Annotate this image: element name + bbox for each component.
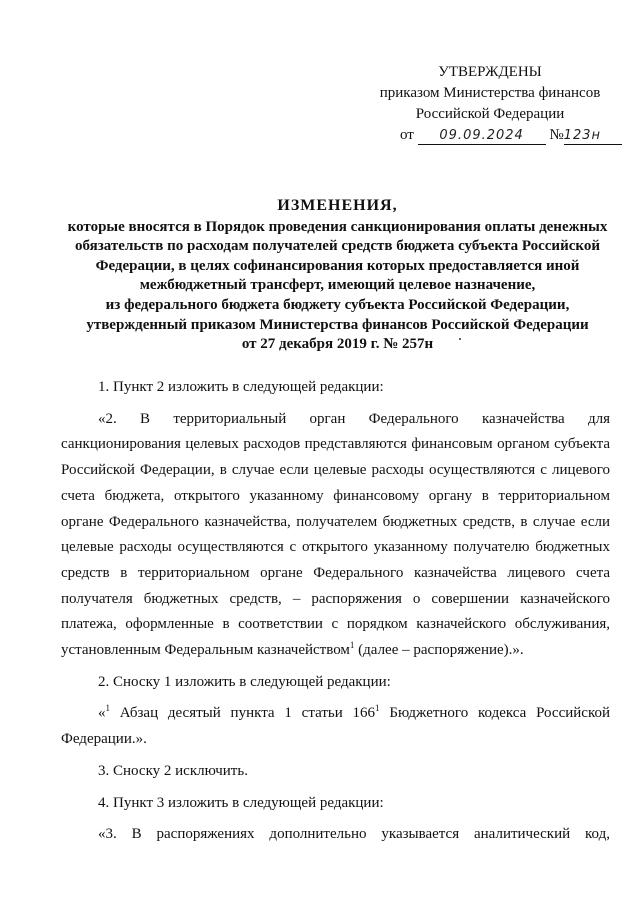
item-2: 2. Сноску 1 изложить в следующей редакции:: [98, 673, 391, 690]
footnote-mark: 1: [105, 703, 110, 714]
number-prefix: №: [549, 127, 564, 143]
approval-date-line: [370, 125, 610, 146]
title-line: Федерации, в целях софинансирования которых предоставляется иной: [95, 257, 580, 274]
approval-line-ministry: приказом Министерства финансов: [379, 85, 601, 101]
document-title: [40, 196, 635, 355]
scan-speck: [459, 338, 461, 340]
title-line: обязательств по расходам получателей средств бюджета субъекта Российской: [75, 238, 600, 255]
article-superscript: 1: [375, 703, 380, 714]
handwritten-date: 09.09.2024: [418, 128, 546, 145]
document-body: [61, 375, 610, 854]
title-line: из федерального бюджета бюджету субъекта Российской Федерации,: [105, 296, 570, 313]
date-prefix: от: [400, 127, 414, 143]
handwritten-number: 123н: [564, 128, 622, 145]
quote-2: [61, 701, 610, 752]
approval-stamp: [370, 62, 610, 146]
quote-2-text: Абзац десятый пункта 1 статьи 166: [110, 705, 376, 722]
quote-1-text: «2. В территориальный орган Федерального казначейства для санкционирования целевых расходов представляются финансовым органом субъекта Российской Федерации, в случае если целевые расходы осуществляются с лицевого счета бюджета, открытого указанному финансовому органу в территориальном органе Федерального казначейства, получателем бюджетных средств, в случае если целевые расходы осуществляются с открытого указанному получателю бюджетных средств в территориальном органе Федерального казначейства лицевого счета получателя бюджетных средств, – распоряжения о совершении казначейского платежа, оформленные в соответствии с порядком казначейского обслуживания, установленным Федеральным казначейством: [61, 410, 610, 659]
item-3: 3. Сноску 2 исключить.: [98, 762, 248, 779]
title-main: ИЗМЕНЕНИЯ,: [277, 197, 398, 214]
title-line: которые вносятся в Порядок проведения санкционирования оплаты денежных: [67, 218, 608, 235]
title-line: межбюджетный трансферт, имеющий целевое назначение,: [139, 277, 536, 294]
quote-2-open: «: [98, 705, 106, 722]
quote-1-end: (далее – распоряжение).».: [354, 642, 524, 659]
title-line: утвержденный приказом Министерства финансов Российской Федерации: [86, 316, 589, 333]
quote-4: «3. В распоряжениях дополнительно указывается аналитический код,: [98, 826, 610, 843]
item-1: 1. Пункт 2 изложить в следующей редакции:: [98, 379, 384, 395]
quote-2-end: Бюджетного кодекса Российской Федерации.».: [61, 705, 611, 748]
quote-1: [61, 407, 610, 664]
title-line: от 27 декабря 2019 г. № 257н: [241, 336, 434, 353]
item-4: 4. Пункт 3 изложить в следующей редакции:: [98, 794, 384, 811]
approval-heading: УТВЕРЖДЕНЫ: [438, 64, 542, 80]
approval-line-federation: Российской Федерации: [415, 106, 565, 122]
footnote-mark: 1: [349, 640, 355, 651]
